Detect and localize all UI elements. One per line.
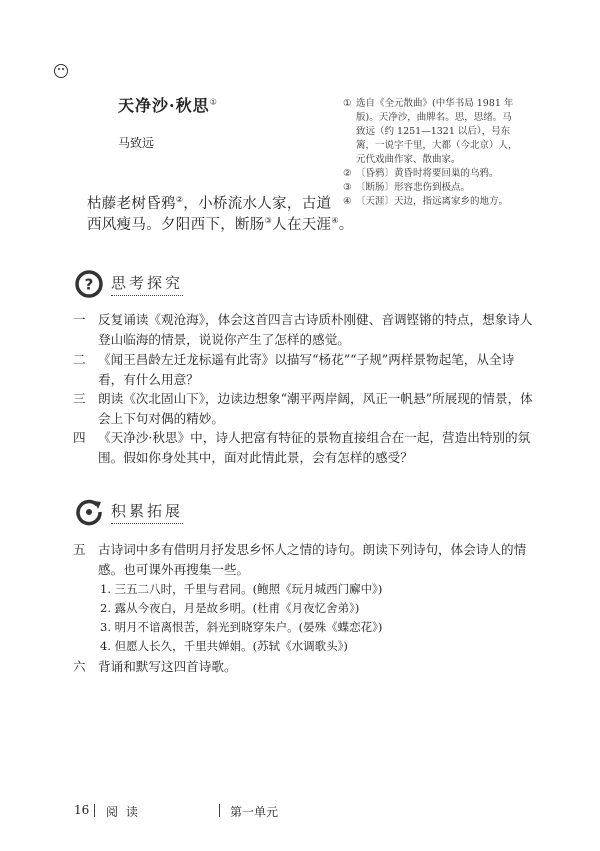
question-5: 五 古诗词中多有借明月抒发思乡怀人之情的诗句。朗读下列诗句，体会诗人的情感。也可课外再搜集一些。 bbox=[73, 542, 527, 577]
poem-quote-item: 3. 明月不谙离恨苦，斜光到晓穿朱户。(晏殊《蝶恋花》) bbox=[100, 620, 383, 634]
page-number: 16 bbox=[74, 803, 90, 817]
question-circle-icon bbox=[75, 270, 103, 298]
footnote: ② 〔昏鸦〕黄昏时将要回巢的乌鸦。 bbox=[343, 168, 499, 179]
poem-quote-item: 2. 露从今夜白，月是故乡明。(杜甫《月夜忆舍弟》) bbox=[100, 601, 360, 615]
question-3: 三 朗读《次北固山下》，边读边想象“潮平两岸阔，风正一帆悬”所展现的情景，体会上下句对偶的精妙。 bbox=[73, 391, 533, 426]
section-title: 思考探究 bbox=[111, 272, 183, 296]
section-header-thinking bbox=[75, 270, 183, 298]
footnote: ④ 〔天涯〕天边，指远离家乡的地方。 bbox=[343, 196, 509, 207]
question-6: 六 背诵和默写这四首诗歌。 bbox=[73, 659, 237, 674]
book-section: 阅 读 bbox=[106, 805, 140, 819]
question-2: 二 《闻王昌龄左迁龙标遥有此寄》以描写“杨花”“子规”两样景物起笔，从全诗看，有什么用意？ bbox=[73, 352, 515, 387]
poem-quote-item: 4. 但愿人长久，千里共婵娟。(苏轼《水调歌头》) bbox=[100, 639, 348, 653]
unit-label: 第一单元 bbox=[230, 805, 279, 819]
poem-line-1: 枯藤老树昏鸦②，小桥流水人家，古道 bbox=[87, 195, 332, 212]
footnote: ① 选自《全元散曲》(中华书局 1981 年版)。天净沙，曲牌名。思，思绪。马致远（约 1251—1321 以后），号东篱，一说字千里，大都（今北京）人，元代戏曲作家、散曲家。 bbox=[343, 98, 518, 165]
footer-divider bbox=[94, 804, 95, 817]
smiley-icon bbox=[54, 64, 68, 78]
section-header-extension bbox=[75, 498, 183, 526]
footnote: ③ 〔断肠〕形容悲伤到极点。 bbox=[343, 182, 471, 193]
footnotes bbox=[343, 97, 518, 209]
question-1: 一 反复诵读《观沧海》，体会这首四言古诗质朴刚健、音调铿锵的特点，想象诗人登山临海的情景，说说你产生了怎样的感觉。 bbox=[73, 312, 533, 347]
svg-text:?: ? bbox=[84, 275, 94, 294]
section-title: 积累拓展 bbox=[111, 500, 183, 524]
poem-title: 天净沙·秋思① bbox=[118, 96, 218, 115]
title-note-marker: ① bbox=[209, 97, 218, 107]
poem-quote-item: 1. 三五二八时，千里与君同。(鲍照《玩月城西门廨中》) bbox=[100, 582, 383, 596]
question-4: 四 《天净沙·秋思》中，诗人把富有特征的景物直接组合在一起，营造出特别的氛围。假如你身处其中，面对此情此景，会有怎样的感受？ bbox=[73, 430, 531, 465]
footer-divider bbox=[219, 804, 220, 817]
poem-line-2: 西风瘦马。夕阳西下，断肠③人在天涯④。 bbox=[87, 216, 354, 233]
poem-author: 马致远 bbox=[118, 136, 155, 150]
refresh-arrow-icon bbox=[75, 498, 103, 526]
